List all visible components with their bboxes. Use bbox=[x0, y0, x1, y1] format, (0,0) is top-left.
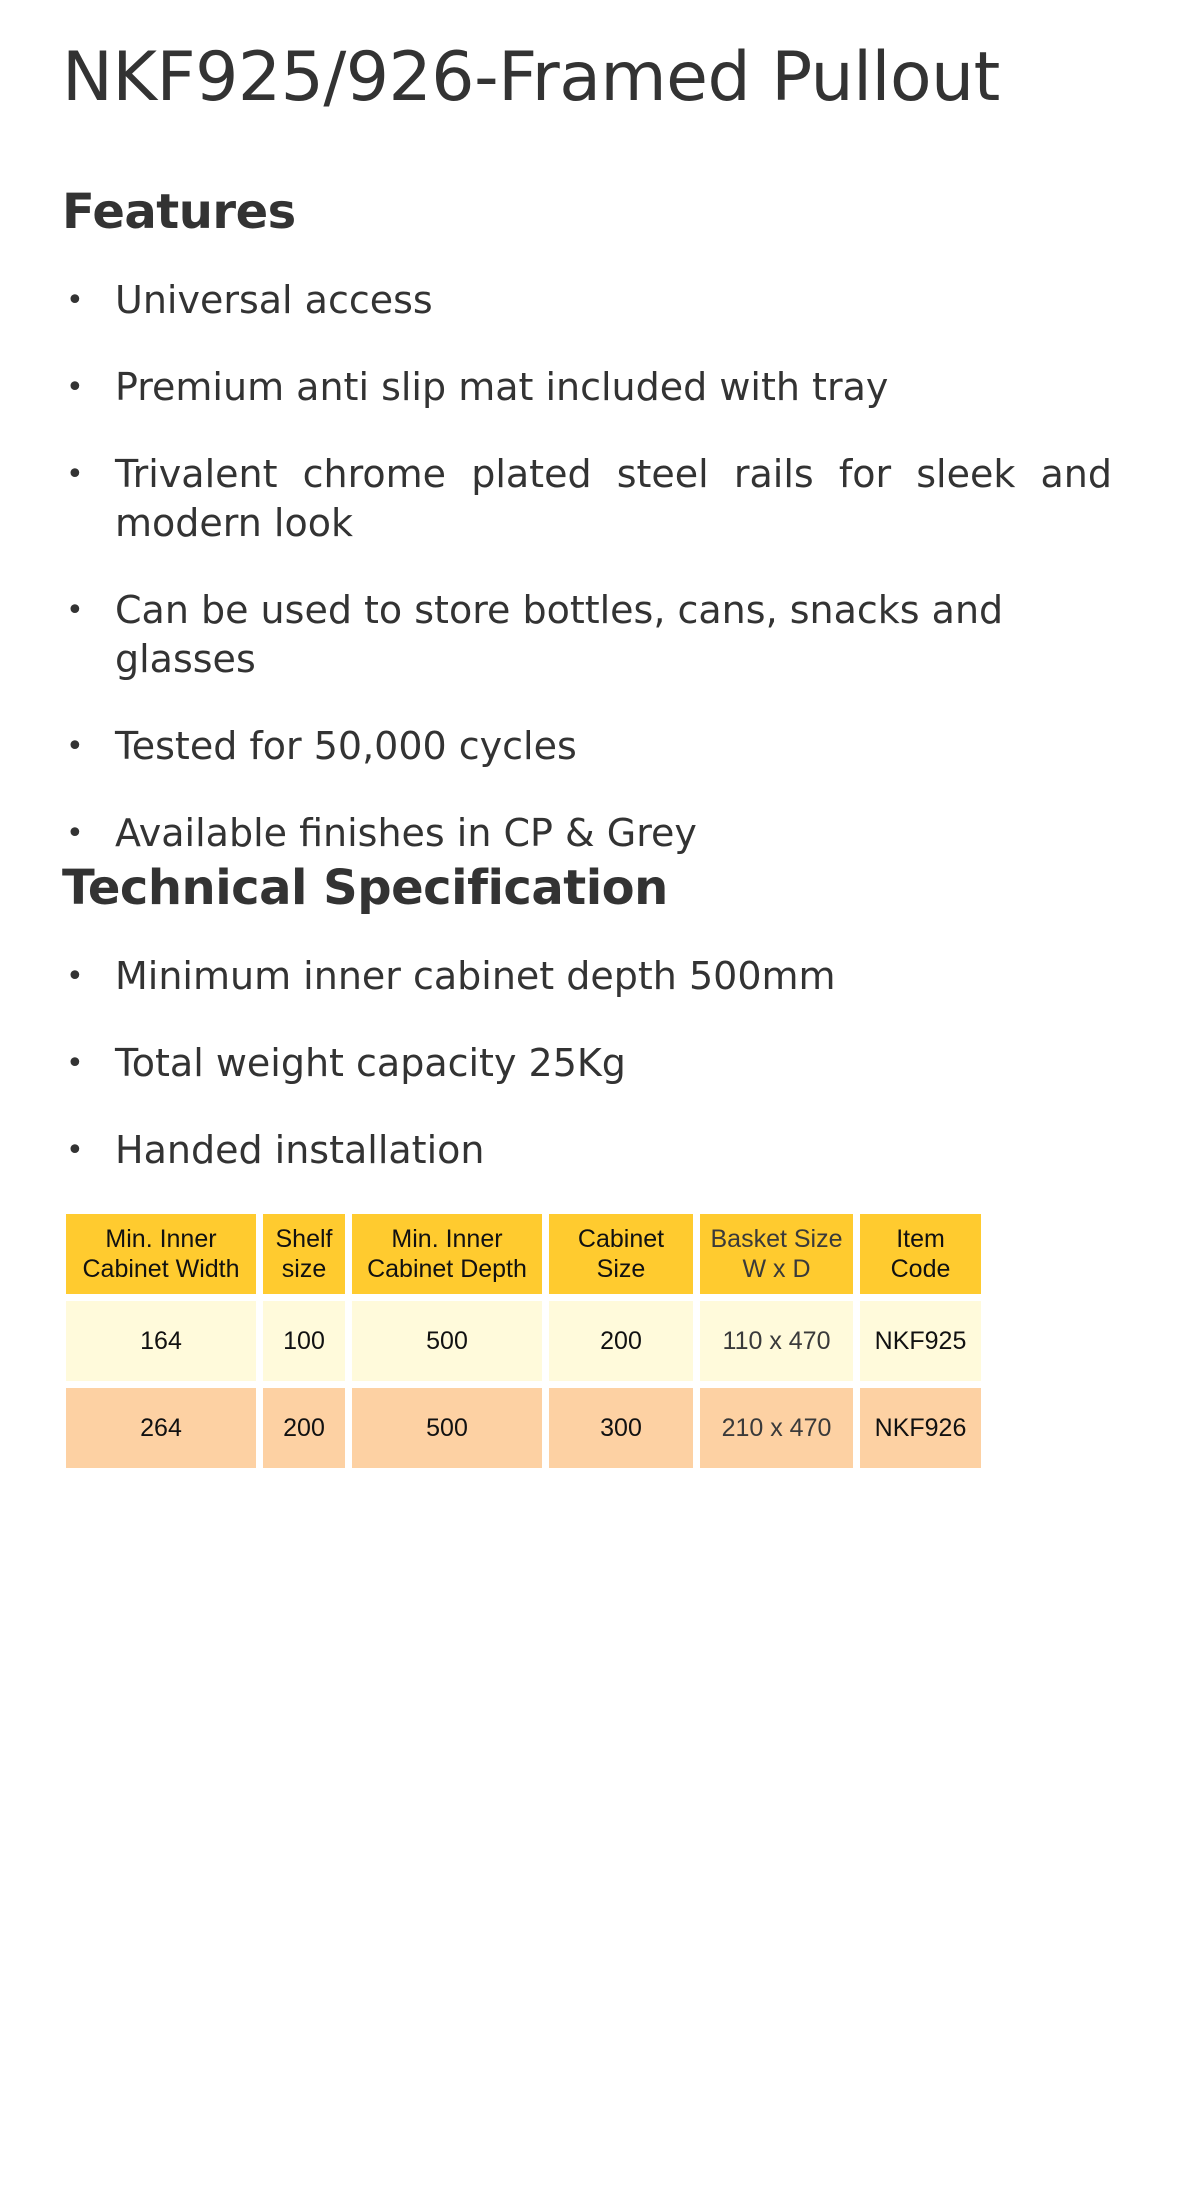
bullet-icon: • bbox=[66, 283, 84, 318]
header-line: Item bbox=[896, 1225, 945, 1253]
header-line: Min. Inner bbox=[105, 1225, 217, 1253]
list-item bbox=[62, 363, 1112, 412]
table-cell: NKF926 bbox=[860, 1388, 981, 1468]
header-cabinet-size bbox=[549, 1214, 693, 1294]
table-cell: NKF925 bbox=[860, 1301, 981, 1381]
features-heading: Features bbox=[62, 184, 296, 240]
list-item bbox=[62, 276, 1112, 325]
bullet-icon: • bbox=[66, 1046, 84, 1081]
table-cell: 264 bbox=[66, 1388, 256, 1468]
bullet-icon: • bbox=[66, 593, 84, 628]
technical-specification-heading: Technical Specification bbox=[62, 860, 668, 916]
list-item bbox=[62, 952, 1112, 1001]
table-row bbox=[66, 1301, 981, 1381]
list-item bbox=[62, 586, 1112, 684]
table-cell: 300 bbox=[549, 1388, 693, 1468]
table-cell: 500 bbox=[352, 1301, 542, 1381]
features-list bbox=[62, 276, 1112, 896]
header-line: Cabinet Depth bbox=[367, 1255, 527, 1283]
bullet-icon: • bbox=[66, 1133, 84, 1168]
bullet-icon: • bbox=[66, 729, 84, 764]
bullet-icon: • bbox=[66, 816, 84, 851]
table-row bbox=[66, 1388, 981, 1468]
list-item bbox=[62, 809, 1112, 858]
table-cell: 164 bbox=[66, 1301, 256, 1381]
table-header-row bbox=[66, 1214, 981, 1294]
header-min-inner-cabinet-depth bbox=[352, 1214, 542, 1294]
header-line: Basket Size bbox=[710, 1225, 843, 1253]
header-line: size bbox=[281, 1255, 327, 1283]
header-basket-size bbox=[700, 1214, 853, 1294]
spec-text: Total weight capacity 25Kg bbox=[115, 1041, 626, 1085]
spec-text: Handed installation bbox=[115, 1128, 485, 1172]
bullet-icon: • bbox=[66, 370, 84, 405]
page-title: NKF925/926-Framed Pullout bbox=[62, 38, 1000, 117]
technical-specification-list bbox=[62, 952, 1112, 1213]
header-line: Size bbox=[596, 1255, 646, 1283]
feature-text: Universal access bbox=[115, 278, 433, 322]
header-line: Code bbox=[890, 1255, 951, 1283]
header-line: Shelf bbox=[275, 1225, 333, 1253]
table-cell: 500 bbox=[352, 1388, 542, 1468]
header-line: Cabinet bbox=[577, 1225, 665, 1253]
header-line: W x D bbox=[742, 1255, 811, 1283]
table-cell: 200 bbox=[549, 1301, 693, 1381]
specification-table bbox=[59, 1207, 988, 1475]
list-item bbox=[62, 722, 1112, 771]
header-line: Cabinet Width bbox=[82, 1255, 240, 1283]
feature-text: Tested for 50,000 cycles bbox=[115, 724, 577, 768]
feature-text: Premium anti slip mat included with tray bbox=[115, 365, 889, 409]
bullet-icon: • bbox=[66, 959, 84, 994]
header-line: Min. Inner bbox=[391, 1225, 503, 1253]
feature-text: Can be used to store bottles, cans, snacks and glasses bbox=[115, 588, 1004, 681]
list-item bbox=[62, 450, 1112, 548]
table-cell: 110 x 470 bbox=[700, 1301, 853, 1381]
list-item bbox=[62, 1039, 1112, 1088]
spec-text: Minimum inner cabinet depth 500mm bbox=[115, 954, 836, 998]
table-cell: 200 bbox=[263, 1388, 345, 1468]
feature-text: Available finishes in CP & Grey bbox=[115, 811, 697, 855]
header-min-inner-cabinet-width bbox=[66, 1214, 256, 1294]
header-shelf-size bbox=[263, 1214, 345, 1294]
list-item bbox=[62, 1126, 1112, 1175]
feature-text: Trivalent chrome plated steel rails for sleek and modern look bbox=[115, 452, 1112, 545]
bullet-icon: • bbox=[66, 457, 84, 492]
table-cell: 210 x 470 bbox=[700, 1388, 853, 1468]
table-cell: 100 bbox=[263, 1301, 345, 1381]
header-item-code bbox=[860, 1214, 981, 1294]
